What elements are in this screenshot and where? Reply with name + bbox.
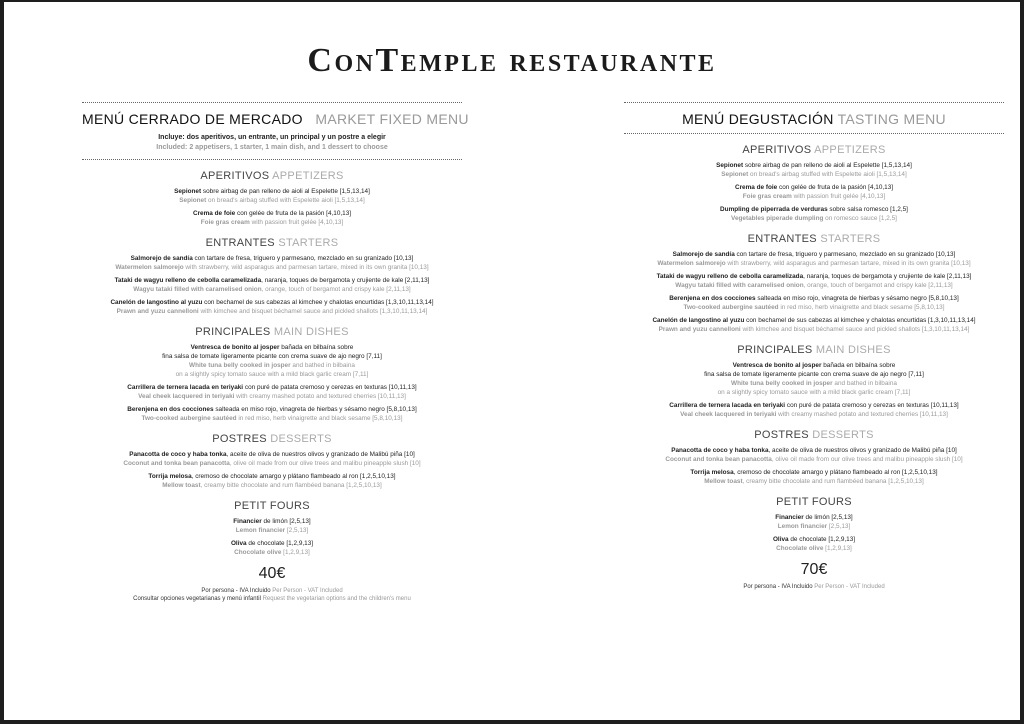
dish-description-en (624, 214, 1004, 223)
dish-description-en (624, 544, 1004, 553)
dish-name-es: Dumpling de piperrada de verduras (720, 206, 828, 213)
section-title-en: MAIN DISHES (815, 344, 891, 356)
menu-column-tasting (624, 102, 1004, 591)
dish-detail-es: con gelée de fruta de la pasión [4,10,13] (235, 210, 352, 217)
menu-title-es: MENÚ CERRADO DE MERCADO (82, 111, 303, 127)
dish-description-es (624, 205, 1004, 214)
dish-description-en (82, 526, 462, 535)
dish-description-es (624, 401, 1004, 410)
menu-item (82, 405, 462, 423)
dish-name-en: Wagyu tataki filled with caramelised onion (133, 286, 262, 293)
footnote-vat-es: Por persona - IVA Incluido (201, 588, 271, 594)
dish-name-es: Canelón de langostino al yuzu (652, 317, 745, 324)
divider (624, 102, 1004, 103)
menu-item (82, 209, 462, 227)
menu-item (624, 446, 1004, 464)
dish-description-en (82, 263, 462, 272)
dish-name-es: Crema de foie (734, 184, 778, 191)
dish-detail-es: , cremoso de chocolate amargo y plátano flambeado al ron [1,2,5,10,13] (191, 473, 396, 480)
dish-detail-es: sobre airbag de pan relleno de aioli al Espelette [1,5,13,14] (201, 188, 370, 195)
section-title-en: APPETIZERS (814, 144, 886, 156)
section-heading (624, 144, 1004, 156)
menu-item (624, 535, 1004, 553)
dish-detail-en: with creamy mashed potato and textured cherries [10,11,13] (234, 393, 406, 400)
dish-name-es: Financier (775, 514, 804, 521)
section-heading (82, 170, 462, 182)
dish-description-es (624, 446, 1004, 455)
dish-description-es (82, 383, 462, 392)
dish-description-es (82, 472, 462, 481)
dish-name-es: Sepionet (174, 188, 202, 195)
dish-detail-es: de limón [2,5,13] (261, 518, 311, 525)
menu-item (82, 517, 462, 535)
section-title-es: POSTRES (212, 433, 267, 445)
dish-detail-en: [1,2,9,13] (823, 545, 852, 552)
dish-name-es: Berenjena en dos cocciones (669, 295, 756, 302)
dish-description-es (624, 161, 1004, 170)
dish-description-en (82, 392, 462, 401)
dish-description-en (624, 303, 1004, 312)
dish-name-en: Watermelon salmorejo (115, 264, 184, 271)
dish-description-en (82, 196, 462, 205)
dish-name-en: Lemon financier (235, 527, 286, 534)
dish-detail-es: con puré de patata cremoso y cerezas en texturas [10,11,13] (243, 384, 417, 391)
menu-item (82, 539, 462, 557)
dish-name-en: Vegetables piperade dumpling (731, 215, 824, 222)
dish-description-en (82, 285, 462, 294)
section-heading (82, 326, 462, 338)
dish-name-es: Ventresca de bonito al josper (190, 344, 280, 351)
dish-description-es (624, 272, 1004, 281)
dish-detail-es: con tartare de fresa, triguero y parmesano, mezclado en su granizado [10,13] (734, 251, 956, 258)
dish-detail-en: , creamy bitte chocolate and rum flambéed banana [1,2,5,10,13] (742, 478, 924, 485)
section-title-en: DESSERTS (812, 429, 874, 441)
menu-price: 70€ (800, 561, 828, 578)
menu-item (624, 294, 1004, 312)
dish-name-en: Coconut and tonka bean panacotta (665, 456, 772, 463)
section-title-en: APPETIZERS (272, 170, 344, 182)
dish-detail-en: , orange, touch of bergamot and crispy kale [2,11,13] (261, 286, 411, 293)
menu-item (82, 383, 462, 401)
dish-name-es: Oliva (230, 540, 247, 547)
footnote-options-en: Request the vegetarian options and the children's menu (262, 596, 411, 602)
dish-detail-es: salteada en miso rojo, vinagreta de hierbas y sésamo negro [5,8,10,13] (755, 295, 959, 302)
dish-name-en: Two-cooked aubergine sautéed (141, 415, 237, 422)
menu-item (82, 276, 462, 294)
menu-item (624, 272, 1004, 290)
dish-name-es: Panacotta de coco y haba tonka (129, 451, 227, 458)
dish-name-en: Prawn and yuzu cannelloni (116, 308, 199, 315)
section-title-en: STARTERS (820, 233, 881, 245)
dish-name-es: Financier (233, 518, 262, 525)
dish-name-en: Chocolate olive (776, 545, 824, 552)
dish-detail-es: con bechamel de sus cabezas al kimchee y chalotas encurtidas [1,3,10,11,13,14] (744, 317, 976, 324)
dish-description-es (82, 405, 462, 414)
dish-detail-en: , orange, touch of bergamot and crispy kale [2,11,13] (803, 282, 953, 289)
dish-description-es (624, 535, 1004, 544)
dish-description-es (82, 254, 462, 263)
section-title-es: PETIT FOURS (776, 496, 852, 508)
dish-name-en: White tuna belly cooked in josper (189, 362, 291, 369)
includes-en: Included: 2 appetisers, 1 starter, 1 main dish, and 1 dessert to choose (156, 144, 388, 151)
section-title-es: PRINCIPALES (737, 344, 813, 356)
dish-detail-es: bañada en bilbaína sobre (279, 344, 354, 351)
dish-detail-es: de chocolate [1,2,9,13] (788, 536, 856, 543)
dish-detail-es: , aceite de oliva de nuestros olivos y granizado de Malibú piña [10] (226, 451, 415, 458)
dish-name-en: Veal cheek lacquered in teriyaki (138, 393, 235, 400)
dish-name-en: Sepionet (721, 171, 749, 178)
dish-detail-en: with strawberry, wild asparagus and parmesan tartare, mixed in its own granita [10,13] (725, 260, 971, 267)
dish-description-es-cont: fina salsa de tomate ligeramente picante con crema suave de ajo negro [7,11] (162, 353, 382, 360)
dish-description-en (82, 548, 462, 557)
dish-description-es (624, 316, 1004, 325)
menu-item (624, 250, 1004, 268)
dish-name-en: Chocolate olive (234, 549, 282, 556)
dish-name-es: Ventresca de bonito al josper (732, 362, 822, 369)
dish-description-es (82, 450, 462, 459)
dish-name-es: Sepionet (716, 162, 744, 169)
dish-description-es (82, 298, 462, 307)
dish-description-en (82, 361, 462, 370)
dish-description-en (624, 259, 1004, 268)
dish-detail-en: with kimchee and bisquet béchamel sauce and pickled shallots [1,3,10,11,13,14] (198, 308, 428, 315)
dish-description-en-cont: on a slightly spicy tomato sauce with a mild black garlic cream [7,11] (717, 389, 911, 396)
divider (82, 102, 462, 103)
section-title-es: APERITIVOS (200, 170, 270, 182)
section-heading (624, 233, 1004, 245)
dish-description-en (624, 170, 1004, 179)
dish-name-en: Foie gras cream (742, 193, 792, 200)
divider (82, 159, 462, 160)
dish-name-es: Oliva (772, 536, 789, 543)
dish-detail-en: with strawberry, wild asparagus and parmesan tartare, mixed in its own granita [10,13] (183, 264, 429, 271)
dish-description-en (624, 410, 1004, 419)
section-title-en: DESSERTS (270, 433, 332, 445)
menu-footnote (624, 583, 1004, 591)
menu-item (624, 401, 1004, 419)
menu-footnote (82, 587, 462, 603)
dish-name-en: Sepionet (179, 197, 207, 204)
dish-description-en (624, 325, 1004, 334)
dish-name-en: Prawn and yuzu cannelloni (658, 326, 741, 333)
dish-name-es: Panacotta de coco y haba tonka (671, 447, 769, 454)
restaurant-title: ConTemple restaurante (307, 42, 717, 79)
dish-detail-es: con bechamel de sus cabezas al kimchee y chalotas encurtidas [1,3,10,11,13,14] (202, 299, 434, 306)
dish-detail-es: con tartare de fresa, triguero y parmesano, mezclado en su granizado [10,13] (192, 255, 414, 262)
dish-detail-es: , cremoso de chocolate amargo y plátano flambeado al ron [1,2,5,10,13] (733, 469, 938, 476)
section-title-es: POSTRES (754, 429, 809, 441)
section-heading (82, 237, 462, 249)
section-heading (82, 433, 462, 445)
section-title-es: PRINCIPALES (195, 326, 271, 338)
dish-name-es: Torrija melosa (690, 469, 734, 476)
dish-description-en (82, 218, 462, 227)
section-heading (624, 344, 1004, 356)
dish-name-es: Crema de foie (192, 210, 236, 217)
dish-description-es (624, 250, 1004, 259)
section-title-es: PETIT FOURS (234, 500, 310, 512)
menu-item (624, 316, 1004, 334)
dish-name-en: White tuna belly cooked in josper (731, 380, 833, 387)
dish-name-es: Carrillera de ternera lacada en teriyaki (669, 402, 786, 409)
dish-description-es (624, 513, 1004, 522)
menu-item (624, 205, 1004, 223)
dish-description-es (624, 294, 1004, 303)
menu-title (82, 111, 469, 127)
menu-item (82, 343, 462, 379)
includes-es: Incluye: dos aperitivos, un entrante, un principal y un postre a elegir (158, 134, 386, 141)
dish-description-en (82, 481, 462, 490)
dish-name-es: Salmorejo de sandía (130, 255, 193, 262)
dish-description-es (624, 468, 1004, 477)
dish-detail-en: on bread's airbag stuffed with Espelette aioli [1,5,13,14] (748, 171, 907, 178)
dish-detail-en: with creamy mashed potato and textured cherries [10,11,13] (776, 411, 948, 418)
menu-item (624, 361, 1004, 397)
section-title-en: MAIN DISHES (273, 326, 349, 338)
menu-item (624, 513, 1004, 531)
dish-name-es: Salmorejo de sandía (672, 251, 735, 258)
dish-detail-en: and bathed in bilbaina (290, 362, 355, 369)
dish-name-en: Mellow toast (162, 482, 201, 489)
dish-name-es: Torrija melosa (148, 473, 192, 480)
dish-name-en: Watermelon salmorejo (657, 260, 726, 267)
dish-detail-es: , naranja, toques de bergamota y crujiente de kale [2,11,13] (261, 277, 430, 284)
section-title-en: STARTERS (278, 237, 339, 249)
dish-detail-en: with passion fruit gelée [4,10,13] (249, 219, 344, 226)
dish-name-en: Wagyu tataki filled with caramelised onion (675, 282, 804, 289)
dish-description-es (82, 276, 462, 285)
dish-detail-en: with passion fruit gelée [4,10,13] (791, 193, 886, 200)
dish-description-es (82, 539, 462, 548)
dish-description-en (82, 414, 462, 423)
dish-detail-es: , naranja, toques de bergamota y crujiente de kale [2,11,13] (803, 273, 972, 280)
dish-name-en: Two-cooked aubergine sautéed (683, 304, 779, 311)
dish-name-es: Canelón de langostino al yuzu (110, 299, 203, 306)
dish-name-en: Mellow toast (704, 478, 743, 485)
dish-name-es: Berenjena en dos cocciones (127, 406, 214, 413)
dish-description-es (82, 343, 462, 352)
dish-detail-en: with kimchee and bisquet béchamel sauce and pickled shallots [1,3,10,11,13,14] (740, 326, 970, 333)
section-heading (624, 429, 1004, 441)
dish-detail-en: , olive oil made from our olive trees and malibu pineapple slush [10] (771, 456, 963, 463)
menu-column-market (82, 102, 469, 603)
dish-description-en (82, 459, 462, 468)
menu-item (624, 468, 1004, 486)
menu-item (624, 183, 1004, 201)
dish-detail-en: [2,5,13] (827, 523, 851, 530)
section-heading (82, 500, 462, 512)
dish-description-en (624, 379, 1004, 388)
dish-name-es: Carrillera de ternera lacada en teriyaki (127, 384, 244, 391)
footnote-options-es: Consultar opciones vegetarianas y menú infantil (133, 596, 261, 602)
dish-description-es (82, 209, 462, 218)
footnote-vat-en: Per Person - VAT Included (814, 584, 885, 590)
menu-title-es: MENÚ DEGUSTACIÓN (682, 111, 834, 127)
menu-includes (82, 133, 462, 153)
section-heading (624, 496, 1004, 508)
dish-detail-es: de limón [2,5,13] (803, 514, 853, 521)
menu-title (624, 111, 1004, 127)
dish-name-es: Tataki de wagyu relleno de cebolla caramelizada (114, 277, 262, 284)
dish-description-es (624, 361, 1004, 370)
dish-detail-es: bañada en bilbaína sobre (821, 362, 896, 369)
section-title-es: APERITIVOS (742, 144, 812, 156)
section-title-es: ENTRANTES (205, 237, 275, 249)
dish-description-en (624, 192, 1004, 201)
dish-detail-en: on romesco sauce [1,2,5] (823, 215, 897, 222)
menu-title-en: MARKET FIXED MENU (315, 111, 469, 127)
dish-description-en (624, 477, 1004, 486)
dish-detail-es: con gelée de fruta de la pasión [4,10,13] (777, 184, 894, 191)
dish-detail-es: , aceite de oliva de nuestros olivos y granizado de Malibú piña [10] (768, 447, 957, 454)
dish-name-en: Lemon financier (777, 523, 828, 530)
dish-description-en (624, 281, 1004, 290)
menu-price: 40€ (258, 565, 286, 582)
dish-detail-en: [1,2,9,13] (281, 549, 310, 556)
dish-description-es (82, 517, 462, 526)
dish-name-en: Veal cheek lacquered in teriyaki (680, 411, 777, 418)
section-title-es: ENTRANTES (747, 233, 817, 245)
footnote-vat-en: Per Person - VAT Included (272, 588, 343, 594)
menu-item (624, 161, 1004, 179)
dish-detail-es: de chocolate [1,2,9,13] (246, 540, 314, 547)
menu-title-en: TASTING MENU (837, 111, 946, 127)
dish-detail-es: con puré de patata cremoso y cerezas en texturas [10,11,13] (785, 402, 959, 409)
dish-description-es (82, 187, 462, 196)
menu-item (82, 254, 462, 272)
dish-description-en (82, 307, 462, 316)
dish-detail-en: on bread's airbag stuffed with Espelette aioli [1,5,13,14] (206, 197, 365, 204)
divider (624, 133, 1004, 134)
menu-item (82, 472, 462, 490)
dish-name-en: Foie gras cream (200, 219, 250, 226)
dish-detail-es: sobre salsa romesco [1,2,5] (827, 206, 908, 213)
menu-item (82, 187, 462, 205)
dish-detail-en: in red miso, herb vinaigrette and black sesame [5,8,10,13] (236, 415, 403, 422)
dish-description-en (624, 522, 1004, 531)
dish-detail-en: , olive oil made from our olive trees and malibu pineapple slush [10] (229, 460, 421, 467)
dish-detail-en: and bathed in bilbaina (832, 380, 897, 387)
dish-name-en: Coconut and tonka bean panacotta (123, 460, 230, 467)
dish-description-en (624, 455, 1004, 464)
dish-detail-es: sobre airbag de pan relleno de aioli al Espelette [1,5,13,14] (743, 162, 912, 169)
dish-description-es (624, 183, 1004, 192)
dish-description-es-cont: fina salsa de tomate ligeramente picante con crema suave de ajo negro [7,11] (704, 371, 924, 378)
menu-sections (624, 144, 1004, 553)
menu-sections (82, 170, 462, 557)
dish-name-es: Tataki de wagyu relleno de cebolla caramelizada (656, 273, 804, 280)
dish-detail-en: [2,5,13] (285, 527, 309, 534)
menu-item (82, 298, 462, 316)
dish-detail-en: in red miso, herb vinaigrette and black sesame [5,8,10,13] (778, 304, 945, 311)
menu-item (82, 450, 462, 468)
dish-description-en-cont: on a slightly spicy tomato sauce with a mild black garlic cream [7,11] (175, 371, 369, 378)
dish-detail-es: salteada en miso rojo, vinagreta de hierbas y sésamo negro [5,8,10,13] (213, 406, 417, 413)
footnote-vat-es: Por persona - IVA Incluido (743, 584, 813, 590)
menu-page (4, 2, 1020, 720)
dish-detail-en: , creamy bitte chocolate and rum flambéed banana [1,2,5,10,13] (200, 482, 382, 489)
